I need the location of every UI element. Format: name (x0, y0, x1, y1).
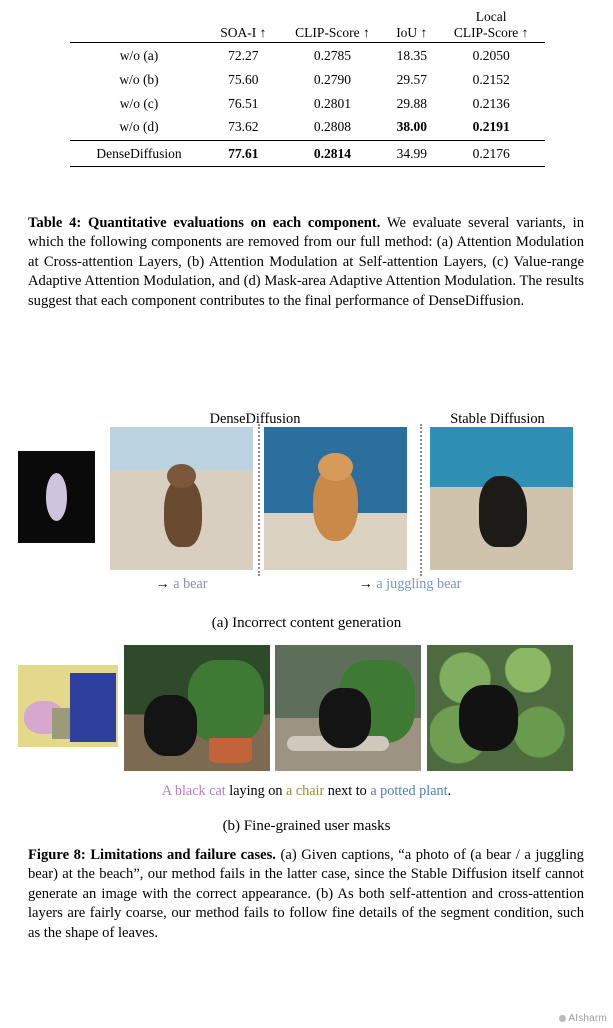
cell-soa-i: 72.27 (228, 47, 259, 63)
row-label-wo-b: w/o (b) (119, 71, 159, 87)
plant-shape (188, 660, 264, 743)
header-soa-i: SOA-I ↑ (220, 24, 267, 40)
cell-local-clip: 0.2191 (472, 119, 510, 135)
watermark-dot-icon (559, 1015, 566, 1022)
prompt-part-period: . (447, 783, 452, 799)
table-caption-number: Table 4: (28, 215, 82, 231)
subcaption-b: (b) Fine-grained user masks (222, 818, 391, 834)
subcaption-a: (a) Incorrect content generation (211, 615, 402, 631)
header-empty (70, 8, 208, 42)
cat-shape (144, 695, 197, 755)
label-stable-diffusion: Stable Diffusion (450, 411, 545, 427)
watermark-text: AIsharm (568, 1013, 607, 1024)
leafy-scene (427, 645, 573, 771)
table-row (70, 140, 545, 166)
generated-image-densediffusion-bear (110, 427, 253, 570)
generated-image-b-3 (427, 645, 573, 771)
cat-shape (319, 688, 372, 748)
sd-beach-scene (430, 427, 573, 570)
prompt-part-cat: A black cat (161, 783, 226, 799)
generated-image-b-1 (124, 645, 270, 771)
table-header-row (70, 8, 545, 42)
figure-caption-title: Limitations and failure cases. (90, 847, 276, 863)
cell-iou: 38.00 (396, 119, 427, 135)
caption-a-bear-text: a bear (173, 576, 208, 592)
panel-divider-2 (420, 424, 422, 576)
panel-divider-1 (258, 424, 260, 576)
cell-iou: 29.88 (396, 95, 427, 111)
cell-local-clip: 0.2176 (472, 145, 510, 161)
teddy-head-shape (318, 453, 352, 482)
header-iou: IoU ↑ (396, 24, 428, 40)
prompt-part-laying: laying on (225, 783, 287, 799)
table-row (70, 42, 545, 68)
header-clip-score: CLIP-Score ↑ (295, 24, 370, 40)
table-row (70, 116, 545, 140)
label-densediffusion: DenseDiffusion (209, 411, 301, 427)
row-label-wo-a: w/o (a) (119, 47, 159, 63)
sd-bear-shape (479, 476, 528, 548)
watermark (559, 1013, 607, 1024)
results-table (70, 8, 545, 166)
cell-local-clip: 0.2152 (472, 71, 510, 87)
prompt-part-chair: a chair (286, 783, 325, 799)
input-segmentation-mask-b (18, 665, 118, 747)
cell-local-clip: 0.2136 (472, 95, 510, 111)
cell-soa-i: 77.61 (228, 145, 259, 161)
table-row (70, 68, 545, 92)
table-bottom-rule (70, 166, 545, 167)
table-row (70, 92, 545, 116)
cell-clip: 0.2808 (313, 119, 351, 135)
header-local-clip-score (437, 8, 545, 42)
generated-image-b-2 (275, 645, 421, 771)
cell-clip: 0.2785 (313, 47, 351, 63)
mask-background (18, 451, 95, 543)
segment-plant-region (70, 673, 116, 742)
cat-table-scene (275, 645, 421, 771)
figure-caption (28, 846, 584, 943)
cell-clip: 0.2814 (313, 145, 351, 161)
mask-ellipse-shape (46, 473, 68, 521)
caption-a-juggling-bear-text: a juggling bear (376, 576, 462, 592)
results-table-container (70, 8, 545, 167)
cell-soa-i: 75.60 (228, 71, 259, 87)
header-local-line2: CLIP-Score ↑ (453, 24, 529, 40)
sea-scene (264, 427, 407, 570)
figure-caption-body: (a) Given captions, “a photo of (a bear / a juggling bear) at the beach”, our method fails in the latter case, since the Stable Diffusion itself cannot generate an image with the correct appearance. (b) As both self-attention and cross-attention layers are fairly coarse, our method fails to follow fine details of the segment condition, such as the shape of leaves. (28, 847, 584, 941)
cell-clip: 0.2801 (313, 95, 351, 111)
table-head (70, 8, 545, 42)
cell-iou: 18.35 (396, 47, 427, 63)
figure-caption-number: Figure 8: (28, 847, 86, 863)
table-caption-body: We evaluate several variants, in which the following components are removed from our full method: (a) Attention Modulation at Cross-attention Layers, (b) Attention Modulation at Self-attention Layers, (c) Value-range Adaptive Attention Modulation, and (d) Mask-area Adaptive Attention Modulation. The results suggest that each component contributes to the final performance of DenseDiffusion. (28, 215, 584, 309)
generated-image-densediffusion-juggling-bear (264, 427, 407, 570)
cell-soa-i: 73.62 (228, 119, 259, 135)
arrow-glyph-right: → (358, 576, 373, 592)
segmentation-background (18, 665, 118, 747)
caption-b-prompt (0, 783, 613, 800)
row-label-wo-c: w/o (c) (119, 95, 159, 111)
row-label-wo-d: w/o (d) (119, 119, 159, 135)
table-caption-title: Quantitative evaluations on each component. (87, 215, 381, 231)
input-mask-image-a (18, 451, 95, 543)
cat-shape (459, 685, 517, 751)
table-body (70, 42, 545, 166)
prompt-part-plant: a potted plant (370, 783, 448, 799)
caption-a-juggling-bear (310, 576, 510, 593)
cell-soa-i: 76.51 (228, 95, 259, 111)
cell-clip: 0.2790 (313, 71, 351, 87)
prompt-part-nextto: next to (324, 783, 371, 799)
cat-room-scene (124, 645, 270, 771)
row-label-densediffusion: DenseDiffusion (96, 145, 182, 161)
caption-a-bear (110, 576, 253, 593)
cell-iou: 34.99 (396, 145, 427, 161)
header-local-line1: Local (475, 9, 507, 24)
cell-iou: 29.57 (396, 71, 427, 87)
cell-local-clip: 0.2050 (472, 47, 510, 63)
bear-body-shape (164, 478, 201, 547)
arrow-glyph-left: → (155, 576, 170, 592)
generated-image-stable-diffusion-bear (430, 427, 573, 570)
pot-shape (209, 738, 253, 763)
table-caption (28, 214, 584, 311)
beach-scene (110, 427, 253, 570)
